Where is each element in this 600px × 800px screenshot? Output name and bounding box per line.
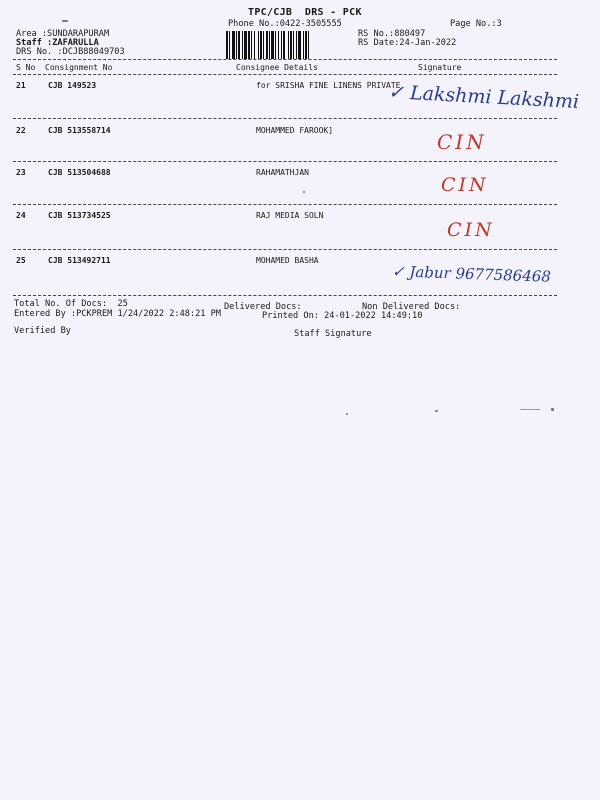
row-consignee: MOHAMMED FAROOK] — [256, 126, 334, 135]
row-consignee: MOHAMED BASHA — [256, 256, 319, 265]
verified-by: Verified By — [14, 326, 71, 336]
page-number: Page No.:3 — [450, 19, 502, 29]
phone-number: Phone No.:0422-3505555 — [228, 19, 342, 29]
drs-number: DRS No. :DCJB88049703 — [16, 47, 125, 57]
row-sno: 24 — [16, 211, 26, 220]
divider — [13, 59, 557, 60]
row-signature: CIN — [447, 219, 495, 241]
divider — [13, 161, 557, 162]
staff-signature: Staff Signature — [294, 329, 372, 339]
scan-mark — [346, 413, 348, 415]
row-consignee: RAJ MEDIA SOLN — [256, 211, 324, 220]
area-label: Area :SUNDARAPURAM — [16, 29, 110, 39]
row-consignee: for SRISHA FINE LINENS PRIVATE — [256, 81, 401, 90]
row-consignment: CJB 513734525 — [48, 211, 111, 220]
row-sno: 22 — [16, 126, 26, 135]
row-consignment: CJB 513492711 — [48, 256, 111, 265]
row-sno: 25 — [16, 256, 26, 265]
divider — [13, 249, 557, 250]
scan-mark — [520, 409, 540, 410]
column-header-consignment: Consignment No — [45, 63, 113, 72]
barcode-bar — [308, 31, 309, 59]
column-header-consignee: Consignee Details — [236, 63, 318, 72]
row-signature: CIN — [441, 174, 489, 196]
column-header-signature: Signature — [418, 63, 462, 72]
row-signature: ✓ Lakshmi Lakshmi — [387, 81, 580, 113]
divider — [13, 118, 557, 119]
rs-number: RS No.:880497 — [358, 29, 426, 39]
total-docs: Total No. Of Docs: 25 — [14, 299, 128, 309]
rs-date: RS Date:24-Jan-2022 — [358, 38, 457, 48]
divider — [13, 204, 557, 205]
printed-on: Printed On: 24-01-2022 14:49:10 — [262, 311, 423, 321]
row-consignment: CJB 513558714 — [48, 126, 111, 135]
row-consignment: CJB 149523 — [48, 81, 97, 90]
divider — [13, 74, 557, 75]
scan-mark — [551, 408, 554, 411]
divider — [13, 295, 557, 296]
row-signature: CIN — [437, 130, 487, 154]
delivered-docs: Delivered Docs: — [224, 302, 302, 312]
row-sno: 23 — [16, 168, 26, 177]
row-sno: 21 — [16, 81, 26, 90]
entered-by: Entered By :PCKPREM 1/24/2022 2:48:21 PM — [14, 309, 221, 319]
row-signature: ✓ Jabur 9677586468 — [391, 262, 552, 286]
row-consignee: RAHAMATHJAN — [256, 168, 309, 177]
document-title: TPC/CJB DRS - PCK — [248, 7, 362, 18]
scan-mark — [303, 191, 305, 193]
staff-label: Staff :ZAFARULLA — [16, 38, 99, 48]
scan-mark — [435, 410, 438, 412]
scan-mark — [62, 20, 68, 22]
non-delivered-docs: Non Delivered Docs: — [362, 302, 461, 312]
barcode — [226, 31, 348, 59]
row-consignment: CJB 513504688 — [48, 168, 111, 177]
column-header-sno: S No — [16, 63, 36, 72]
